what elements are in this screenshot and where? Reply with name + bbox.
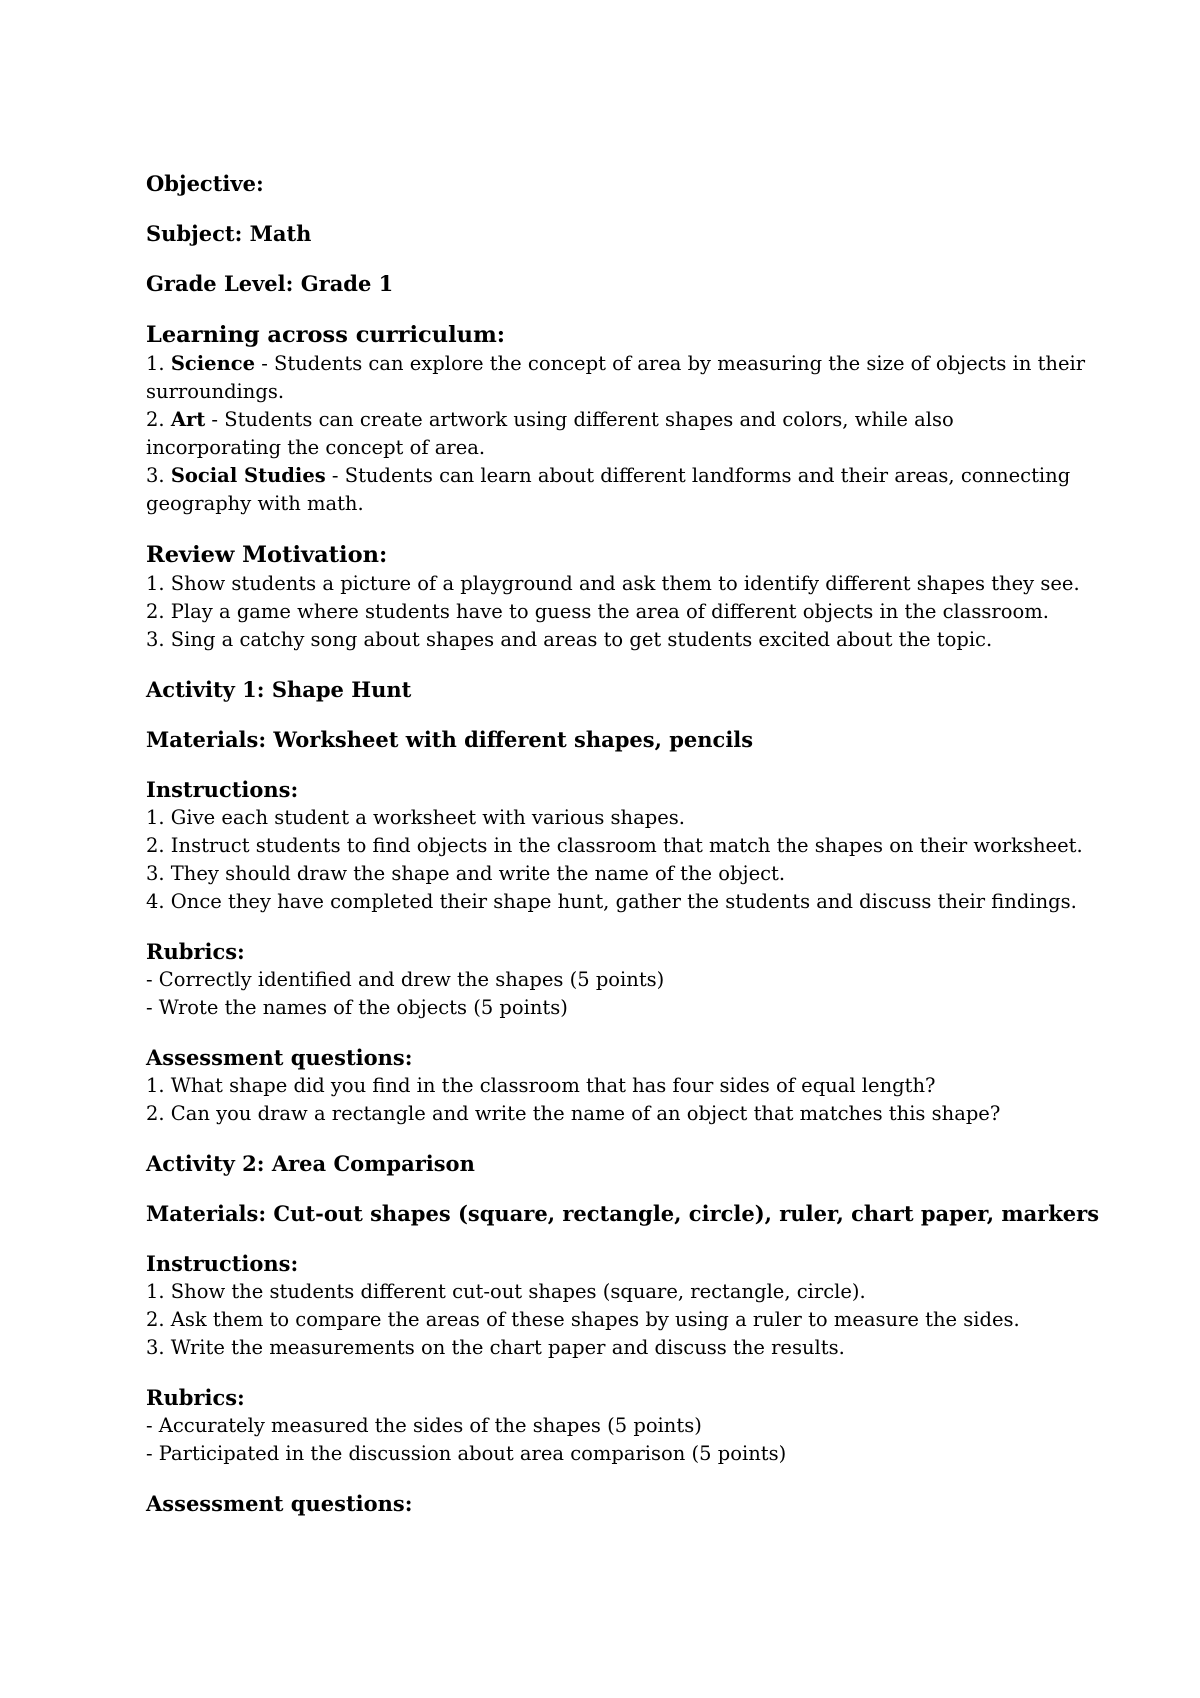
learning-item-term: Art (170, 408, 206, 431)
instruction-item: 3. Write the measurements on the chart paper and discuss the results. (146, 1336, 845, 1359)
activity1-assessment-heading: Assessment questions: (146, 1045, 413, 1070)
instruction-item: 2. Ask them to compare the areas of these shapes by using a ruler to measure the sides. (146, 1308, 1020, 1331)
activity1-instructions-heading: Instructions: (146, 777, 299, 802)
rubric-item: - Accurately measured the sides of the shapes (5 points) (146, 1414, 702, 1437)
lesson-plan-page (146, 170, 1106, 1518)
review-item: 2. Play a game where students have to guess the area of different objects in the classroom. (146, 600, 1049, 623)
rubric-item: - Participated in the discussion about area comparison (5 points) (146, 1442, 787, 1465)
review-motivation-heading: Review Motivation: (146, 542, 388, 568)
learning-across-curriculum-heading: Learning across curriculum: (146, 322, 506, 348)
learning-item-text: - Students can create artwork using different shapes and colors, while also (205, 408, 954, 431)
assessment-item: 1. What shape did you find in the classroom that has four sides of equal length? (146, 1074, 936, 1097)
activity2-rubrics-list (146, 1412, 1106, 1468)
activity1-materials: Materials: Worksheet with different shapes, pencils (146, 727, 754, 752)
assessment-item: 2. Can you draw a rectangle and write the name of an object that matches this shape? (146, 1102, 1001, 1125)
learning-item-continuation: geography with math. (146, 492, 364, 515)
learning-item (146, 462, 1106, 490)
activity2-instructions-heading: Instructions: (146, 1251, 299, 1276)
instruction-item: 4. Once they have completed their shape hunt, gather the students and discuss their findings. (146, 890, 1077, 913)
instruction-item: 1. Give each student a worksheet with various shapes. (146, 806, 685, 829)
instruction-item: 2. Instruct students to find objects in the classroom that match the shapes on their worksheet. (146, 834, 1083, 857)
review-list (146, 570, 1106, 654)
activity2-materials: Materials: Cut-out shapes (square, rectangle, circle), ruler, chart paper, markers (146, 1201, 1100, 1226)
grade-level-heading: Grade Level: Grade 1 (146, 271, 394, 296)
activity2-instructions-list (146, 1278, 1106, 1362)
learning-item-number: 3. (146, 464, 171, 487)
review-item: 3. Sing a catchy song about shapes and areas to get students excited about the topic. (146, 628, 993, 651)
learning-item (146, 406, 1106, 434)
activity2-title: Activity 2: Area Comparison (146, 1151, 475, 1176)
learning-item-term: Social Studies (170, 464, 326, 487)
activity2-assessment-heading: Assessment questions: (146, 1491, 413, 1516)
review-item: 1. Show students a picture of a playground and ask them to identify different shapes they see. (146, 572, 1080, 595)
learning-list (146, 350, 1106, 518)
activity1-rubrics-heading: Rubrics: (146, 939, 245, 964)
learning-item-continuation: incorporating the concept of area. (146, 436, 486, 459)
activity1-title: Activity 1: Shape Hunt (146, 677, 412, 702)
activity2-rubrics-heading: Rubrics: (146, 1385, 245, 1410)
subject-heading: Subject: Math (146, 221, 312, 246)
objective-heading: Objective: (146, 171, 264, 196)
learning-item-text: - Students can explore the concept of area by measuring the size of objects in their (255, 352, 1086, 375)
activity1-rubrics-list (146, 966, 1106, 1022)
learning-item (146, 350, 1106, 378)
instruction-item: 3. They should draw the shape and write the name of the object. (146, 862, 786, 885)
instruction-item: 1. Show the students different cut-out shapes (square, rectangle, circle). (146, 1280, 866, 1303)
rubric-item: - Correctly identified and drew the shapes (5 points) (146, 968, 665, 991)
learning-item-number: 1. (146, 352, 171, 375)
learning-item-text: - Students can learn about different landforms and their areas, connecting (325, 464, 1071, 487)
learning-item-term: Science (170, 352, 256, 375)
activity1-instructions-list (146, 804, 1106, 916)
learning-item-continuation: surroundings. (146, 380, 285, 403)
rubric-item: - Wrote the names of the objects (5 points) (146, 996, 568, 1019)
activity1-assessment-list (146, 1072, 1106, 1128)
learning-item-number: 2. (146, 408, 171, 431)
